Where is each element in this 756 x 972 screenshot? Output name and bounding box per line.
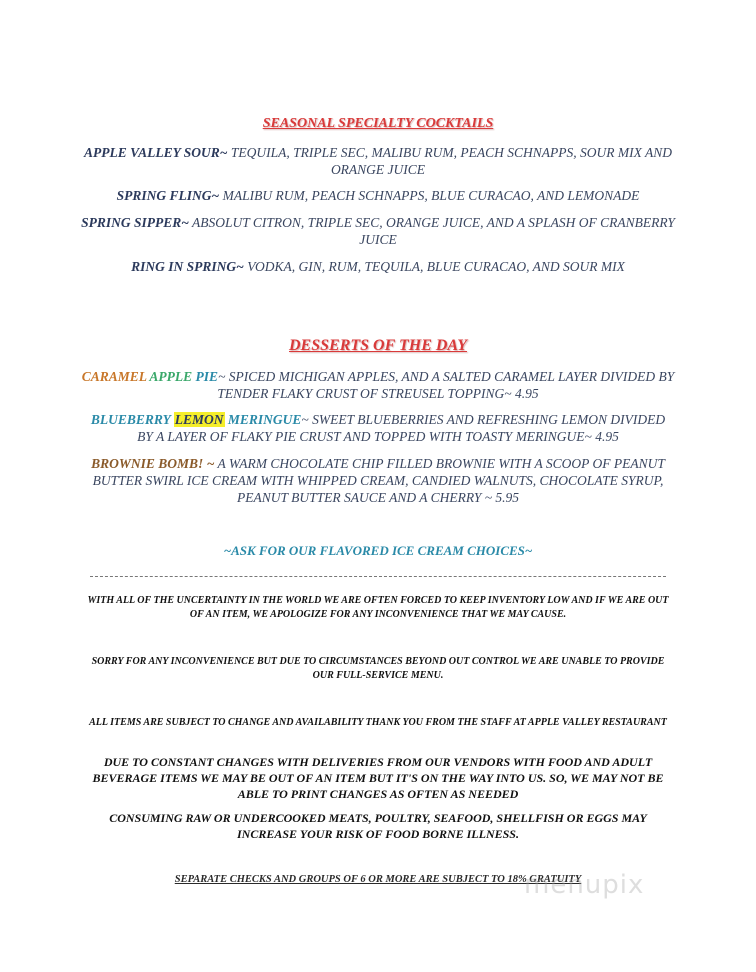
cocktail-item (80, 258, 676, 275)
menu-note: SORRY FOR ANY INCONVENIENCE BUT DUE TO CIRCUMSTANCES BEYOND OUT CONTROL WE ARE UNABLE TO PROVIDE OUR FULL-SERVICE MENU. (91, 656, 665, 681)
dessert-name: BROWNIE BOMB! ~ (91, 456, 215, 471)
dashed-divider (90, 576, 666, 577)
change-note: ALL ITEMS ARE SUBJECT TO CHANGE AND AVAILABILITY THANK YOU FROM THE STAFF AT APPLE VALLEY RESTAURANT (89, 717, 667, 728)
cocktail-name: SPRING FLING~ (116, 188, 220, 203)
cocktail-name: RING IN SPRING~ (131, 259, 244, 274)
raw-food-warning: CONSUMING RAW OR UNDERCOOKED MEATS, POULTRY, SEAFOOD, SHELLFISH OR EGGS MAY INCREASE YOUR RISK OF FOOD BORNE ILLNESS. (109, 811, 647, 841)
dessert-desc: ~ SWEET BLUEBERRIES AND REFRESHING LEMON DIVIDED BY A LAYER OF FLAKY PIE CRUST AND TOPPED WITH TOASTY MERINGUE~ 4.95 (137, 412, 666, 444)
cocktail-name: SPRING SIPPER~ (81, 215, 189, 230)
dessert-desc: ~ SPICED MICHIGAN APPLES, AND A SALTED CARAMEL LAYER DIVIDED BY TENDER FLAKY CRUST OF STREUSEL TOPPING~ 4.95 (217, 369, 675, 401)
dessert-item-caramel-apple-pie (80, 368, 676, 402)
cocktail-item (80, 214, 676, 248)
dessert-name-part: CARAMEL (81, 369, 150, 384)
cocktail-desc: ABSOLUT CITRON, TRIPLE SEC, ORANGE JUICE, AND A SPLASH OF CRANBERRY JUICE (188, 215, 675, 247)
menupix-watermark: menupix (524, 870, 645, 900)
cocktail-item (80, 144, 676, 178)
dessert-name-part: BLUEBERRY (90, 412, 174, 427)
cocktails-heading: SEASONAL SPECIALTY COCKTAILS (262, 116, 494, 131)
cocktail-name: APPLE VALLEY SOUR~ (84, 145, 228, 160)
cocktail-item (80, 187, 676, 204)
cocktail-desc: MALIBU RUM, PEACH SCHNAPPS, BLUE CURACAO, AND LEMONADE (219, 188, 640, 203)
deliveries-note: DUE TO CONSTANT CHANGES WITH DELIVERIES FROM OUR VENDORS WITH FOOD AND ADULT BEVERAGE ITEMS WE MAY BE OUT OF AN ITEM BUT IT'S ON THE WAY INTO US. SO, WE MAY NOT BE ABLE TO PRINT CHANGES AS OFTEN AS NEEDED (92, 755, 664, 801)
dessert-name-highlight: LEMON (174, 412, 224, 427)
ice-cream-note: ~ASK FOR OUR FLAVORED ICE CREAM CHOICES~ (223, 543, 533, 558)
inventory-note: WITH ALL OF THE UNCERTAINTY IN THE WORLD WE ARE OFTEN FORCED TO KEEP INVENTORY LOW AND IF WE ARE OUT OF AN ITEM, WE APOLOGIZE FOR ANY INCONVENIENCE THAT WE MAY CAUSE. (87, 595, 669, 620)
cocktail-desc: VODKA, GIN, RUM, TEQUILA, BLUE CURACAO, AND SOUR MIX (243, 259, 625, 274)
dessert-desc: A WARM CHOCOLATE CHIP FILLED BROWNIE WITH A SCOOP OF PEANUT BUTTER SWIRL ICE CREAM WITH WHIPPED CREAM, CANDIED WALNUTS, CHOCOLATE SYRUP, PEANUT BUTTER SAUCE AND A CHERRY ~ 5.95 (92, 456, 665, 505)
dessert-name-part: MERINGUE (224, 412, 302, 427)
desserts-heading: DESSERTS OF THE DAY (289, 337, 467, 354)
gratuity-note: SEPARATE CHECKS AND GROUPS OF 6 OR MORE ARE SUBJECT TO 18% GRATUITY (174, 874, 582, 885)
cocktail-desc: TEQUILA, TRIPLE SEC, MALIBU RUM, PEACH SCHNAPPS, SOUR MIX AND ORANGE JUICE (227, 145, 672, 177)
dessert-item-brownie-bomb (80, 455, 676, 506)
dessert-item-blueberry-lemon-meringue (86, 411, 670, 445)
dessert-name-part: PIE (195, 369, 219, 384)
dessert-name-part: APPLE (149, 369, 196, 384)
